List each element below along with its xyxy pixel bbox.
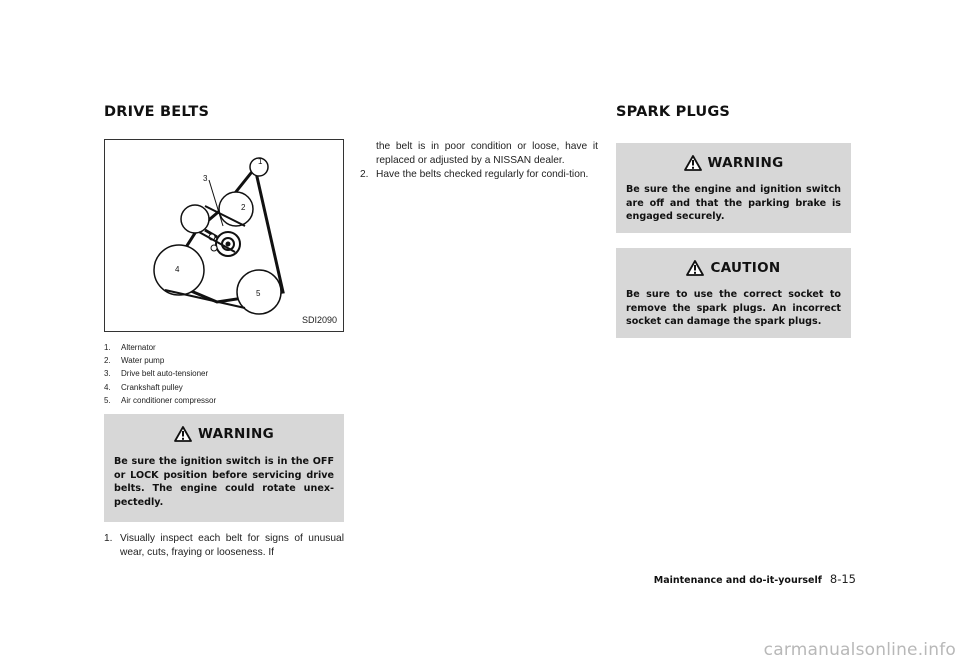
- inspection-step-2: 2. Have the belts checked regularly for condi-tion.: [360, 169, 589, 180]
- callout-2: 2: [241, 203, 246, 212]
- warning-triangle-icon: [684, 155, 702, 171]
- list-item: 3. Drive belt auto-tensioner: [104, 369, 209, 379]
- page-footer: [654, 572, 856, 586]
- site-watermark: carmanualsonline.info: [763, 640, 956, 660]
- parts-legend: [104, 341, 216, 407]
- spark-plugs-caution-box: [616, 248, 851, 338]
- list-item: 2. Water pump: [104, 356, 165, 366]
- drive-belts-warning-box: [104, 414, 344, 522]
- list-item: 5. Air conditioner compressor: [104, 395, 217, 405]
- warning-title: WARNING: [626, 155, 841, 171]
- inspection-step-1: 1. Visually inspect each belt for signs of unusual wear, cuts, fraying or looseness. If: [104, 533, 344, 558]
- callout-3: 3: [203, 174, 208, 183]
- callout-1: 1: [258, 157, 263, 166]
- drive-belt-diagram: [104, 139, 344, 332]
- caution-triangle-icon: [686, 260, 704, 276]
- callout-4: 4: [175, 265, 180, 274]
- list-item: 1. Alternator: [104, 343, 156, 352]
- page-number: 8-15: [829, 572, 856, 586]
- figure-code: SDI2090: [301, 315, 337, 325]
- inspection-step-1-continued: the belt is in poor condition or loose, have it replaced or adjusted by a NISSAN dealer.: [376, 141, 598, 166]
- footer-section-title: Maintenance and do-it-yourself: [653, 575, 822, 586]
- warning-title: WARNING: [114, 426, 334, 442]
- drive-belts-heading: DRIVE BELTS: [104, 104, 210, 120]
- spark-plugs-heading: SPARK PLUGS: [616, 104, 731, 120]
- warning-triangle-icon: [174, 426, 192, 442]
- caution-title: CAUTION: [626, 260, 841, 276]
- belt-routing-illustration: [105, 140, 343, 331]
- warning-text: Be sure the ignition switch is in the OFF or LOCK position before servicing drive belts. The engine could rotate unex-pectedly.: [114, 456, 334, 508]
- list-item: 4. Crankshaft pulley: [104, 382, 183, 392]
- warning-text: Be sure the engine and ignition switch are off and that the parking brake is engaged securely.: [626, 184, 841, 222]
- callout-5: 5: [256, 289, 261, 298]
- caution-text: Be sure to use the correct socket to remove the spark plugs. An incorrect socket can damage the spark plugs.: [626, 289, 841, 327]
- spark-plugs-warning-box: [616, 143, 851, 233]
